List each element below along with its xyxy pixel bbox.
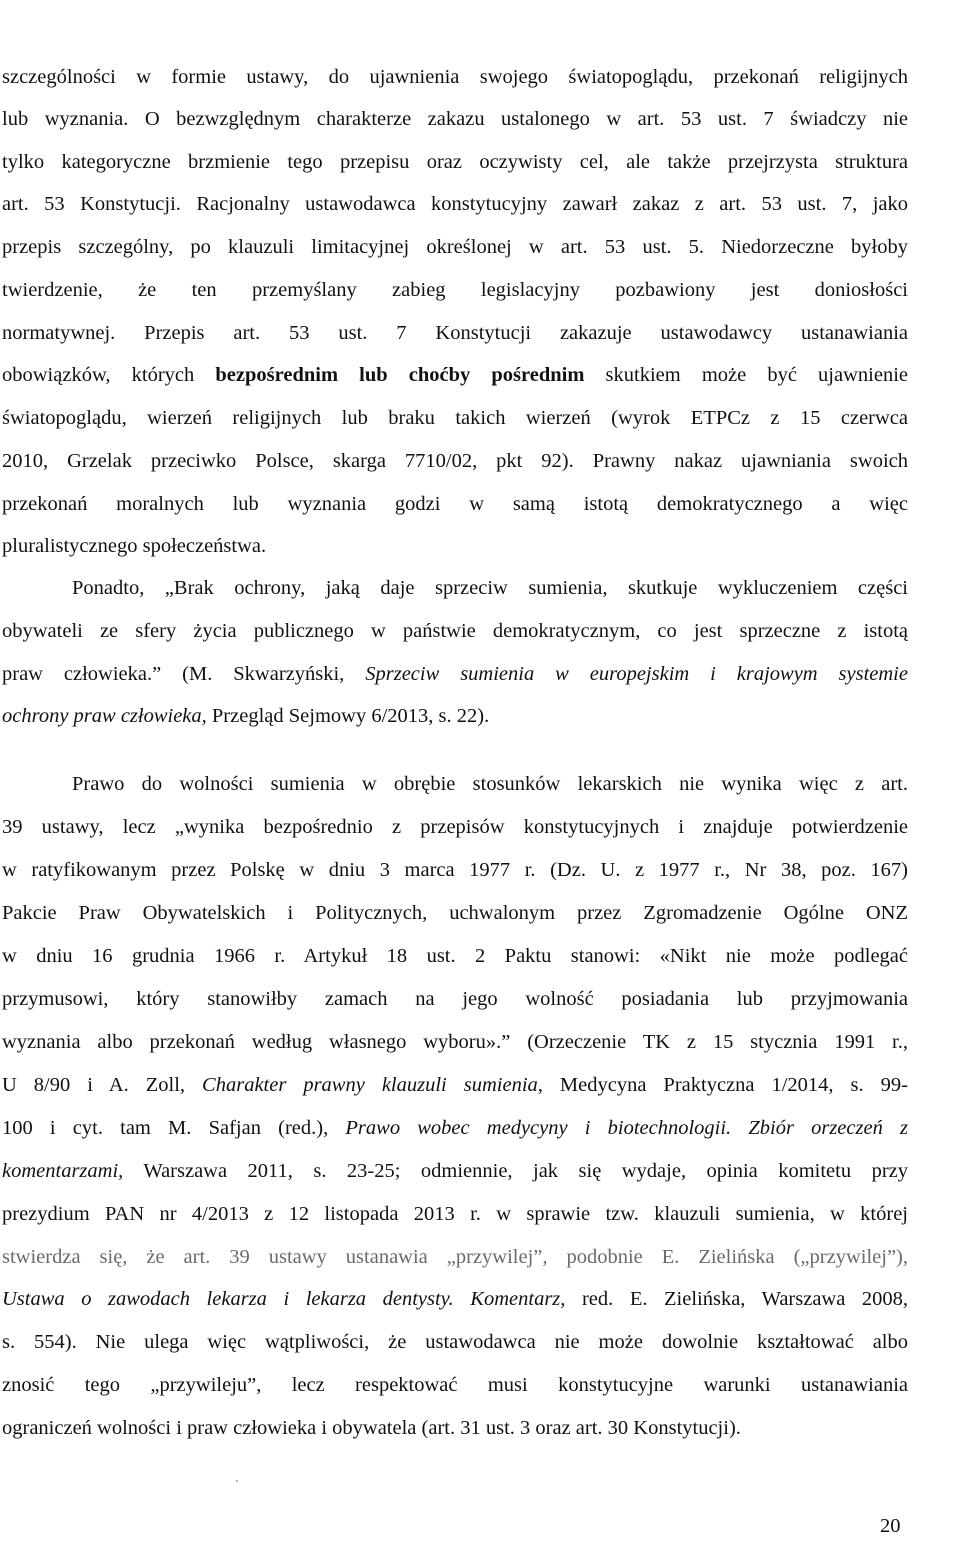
text-run: Prawo do wolności sumienia w obrębie stosunków lekarskich nie wynika więc z art. (72, 773, 908, 795)
text-run: 100 i cyt. tam M. Safjan (red.), (2, 1117, 346, 1139)
text-run: ograniczeń wolności i praw człowieka i obywatela (art. 31 ust. 3 oraz art. 30 Konstytucji). (2, 1417, 741, 1439)
text-run: skutkiem może być ujawnienie (584, 364, 908, 386)
text-line-22 (2, 986, 908, 1012)
text-run: 39 ustawy, lecz „wynika bezpośrednio z przepisów konstytucyjnych i znajduje potwierdzenie (2, 816, 908, 838)
text-run: lub wyznania. O bezwzględnym charakterze zakazu ustalonego w art. 53 ust. 7 świadczy nie (2, 108, 908, 130)
text-run: tylko kategoryczne brzmienie tego przepisu oraz oczywisty cel, ale także przejrzysta struktura (2, 151, 908, 173)
text-run: Sprzeciw sumienia w europejskim i krajowym systemie (365, 663, 908, 685)
text-line-10 (2, 448, 908, 474)
text-run: w ratyfikowanym przez Polskę w dniu 3 marca 1977 r. (Dz. U. z 1977 r., Nr 38, poz. 167) (2, 859, 908, 881)
text-line-17 (72, 771, 908, 797)
text-run: Prawo wobec medycyny i biotechnologii. Zbiór orzeczeń z (345, 1117, 908, 1139)
text-run: światopoglądu, wierzeń religijnych lub braku takich wierzeń (wyrok ETPCz z 15 czerwca (2, 407, 908, 429)
text-line-13 (72, 575, 908, 601)
text-line-3 (2, 149, 908, 175)
text-line-1 (2, 64, 908, 90)
text-line-12 (2, 533, 908, 559)
text-line-21 (2, 943, 908, 969)
text-run: Ustawa o zawodach lekarza i lekarza dentysty. Komentarz, (2, 1288, 566, 1310)
text-line-24 (2, 1072, 908, 1098)
text-line-6 (2, 277, 908, 303)
text-line-5 (2, 234, 908, 260)
text-line-4 (2, 191, 908, 217)
text-run: Pakcie Praw Obywatelskich i Politycznych, uchwalonym przez Zgromadzenie Ogólne ONZ (2, 902, 908, 924)
text-run: red. E. Zielińska, Warszawa 2008, (565, 1288, 908, 1310)
text-run: komentarzami, (2, 1160, 124, 1182)
text-run: Przegląd Sejmowy 6/2013, s. 22). (206, 705, 490, 727)
text-run: prezydium PAN nr 4/2013 z 12 listopada 2013 r. w sprawie tzw. klauzuli sumienia, w której (2, 1203, 908, 1225)
text-line-9 (2, 405, 908, 431)
text-run: przekonań moralnych lub wyznania godzi w samą istotą demokratycznego a więc (2, 493, 908, 515)
text-line-14 (2, 618, 908, 644)
text-line-28 (2, 1244, 908, 1270)
text-line-27 (2, 1201, 908, 1227)
text-run: przepis szczególny, po klauzuli limitacyjnej określonej w art. 53 ust. 5. Niedorzeczne byłoby (2, 236, 908, 258)
text-run: wyznania albo przekonań według własnego wyboru».” (Orzeczenie TK z 15 stycznia 1991 r., (2, 1031, 908, 1053)
text-run: obywateli ze sfery życia publicznego w państwie demokratycznym, co jest sprzeczne z istotą (2, 620, 908, 642)
text-run: obowiązków, których (2, 364, 216, 386)
text-line-31 (2, 1372, 908, 1398)
scan-speck (236, 1480, 238, 1482)
text-run: Ponadto, „Brak ochrony, jaką daje sprzeciw sumienia, skutkuje wykluczeniem części (72, 577, 908, 599)
text-line-32 (2, 1415, 908, 1441)
text-line-15 (2, 661, 908, 687)
text-line-16 (2, 703, 908, 729)
text-line-29 (2, 1286, 908, 1312)
text-line-7 (2, 320, 908, 346)
text-run: przymusowi, który stanowiłby zamach na jego wolność posiadania lub przyjmowania (2, 988, 908, 1010)
text-run: praw człowieka.” (M. Skwarzyński, (2, 663, 366, 685)
text-run: znosić tego „przywileju”, lecz respektować musi konstytucyjne warunki ustanawiania (2, 1374, 908, 1396)
text-line-30 (2, 1329, 908, 1355)
text-line-20 (2, 900, 908, 926)
page-number: 20 (880, 1515, 901, 1537)
text-run: ochrony praw człowieka, (2, 705, 207, 727)
text-line-11 (2, 491, 908, 517)
text-line-26 (2, 1158, 908, 1184)
text-line-8 (2, 362, 908, 388)
text-run: Warszawa 2011, s. 23-25; odmiennie, jak się wydaje, opinia komitetu przy (123, 1160, 908, 1182)
text-line-25 (2, 1115, 908, 1141)
text-run: U 8/90 i A. Zoll, (2, 1074, 203, 1096)
text-run: normatywnej. Przepis art. 53 ust. 7 Konstytucji zakazuje ustawodawcy ustanawiania (2, 322, 908, 344)
text-run: pluralistycznego społeczeństwa. (2, 535, 267, 557)
text-line-18 (2, 814, 908, 840)
text-run: stwierdza się, że art. 39 ustawy ustanawia „przywilej”, podobnie E. Zielińska („przywilej”), (2, 1246, 908, 1268)
text-run: twierdzenie, że ten przemyślany zabieg legislacyjny pozbawiony jest doniosłości (2, 279, 908, 301)
text-run: Medycyna Praktyczna 1/2014, s. 99- (542, 1074, 908, 1096)
text-run: szczególności w formie ustawy, do ujawnienia swojego światopoglądu, przekonań religijnych (2, 66, 908, 88)
text-run: bezpośrednim lub choćby pośrednim (215, 364, 585, 386)
text-line-19 (2, 857, 908, 883)
text-run: s. 554). Nie ulega więc wątpliwości, że ustawodawca nie może dowolnie kształtować albo (2, 1331, 908, 1353)
text-line-23 (2, 1029, 908, 1055)
text-line-2 (2, 106, 908, 132)
text-run: 2010, Grzelak przeciwko Polsce, skarga 7710/02, pkt 92). Prawny nakaz ujawniania swoich (2, 450, 908, 472)
text-run: w dniu 16 grudnia 1966 r. Artykuł 18 ust. 2 Paktu stanowi: «Nikt nie może podlegać (2, 945, 908, 967)
text-run: art. 53 Konstytucji. Racjonalny ustawodawca konstytucyjny zawarł zakaz z art. 53 ust. 7, jako (2, 193, 908, 215)
text-run: Charakter prawny klauzuli sumienia, (202, 1074, 543, 1096)
